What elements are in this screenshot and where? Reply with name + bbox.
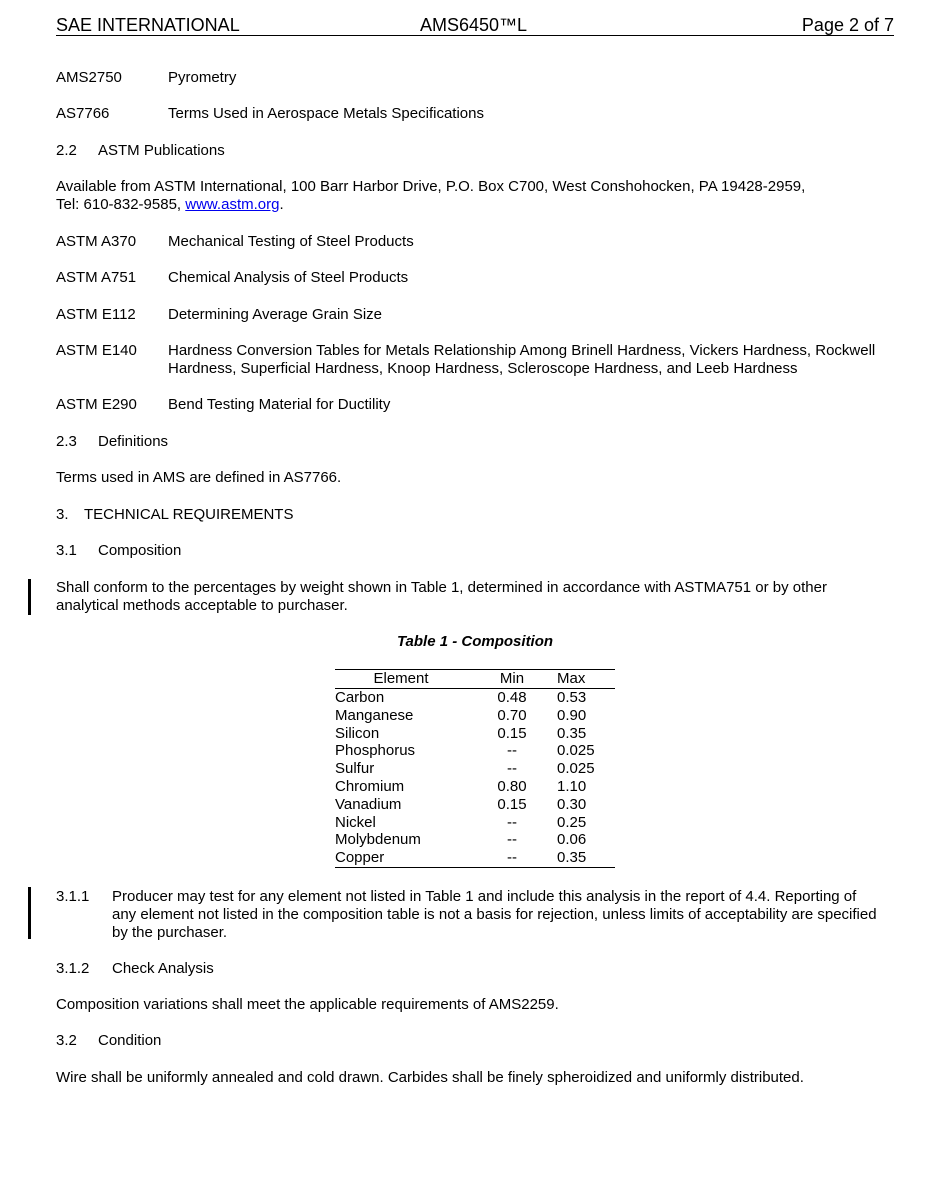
section-number: 2.3 [56, 433, 77, 450]
ref-row [56, 396, 894, 414]
ref-title: Hardness Conversion Tables for Metals Relationship Among Brinell Hardness, Vickers Hardness, Rockwell [168, 342, 876, 359]
section-title: ASTM Publications [98, 142, 225, 159]
cell-max: 0.90 [557, 706, 587, 724]
header-org: SAE INTERNATIONAL [56, 15, 240, 35]
paragraph-line: Composition variations shall meet the applicable requirements of AMS2259. [56, 996, 559, 1013]
paragraph-line: by the purchaser. [112, 924, 228, 941]
section-heading [56, 433, 894, 451]
ref-code: ASTM E112 [56, 306, 136, 323]
ref-code: ASTM A751 [56, 269, 137, 286]
composition-table [335, 669, 615, 868]
cell-element: Manganese [335, 706, 414, 724]
ref-row [56, 69, 894, 87]
cell-max: 0.06 [557, 831, 587, 849]
cell-min: -- [507, 831, 517, 849]
cell-element: Copper [335, 849, 385, 867]
cell-element: Chromium [335, 777, 405, 795]
cell-max: 1.10 [557, 777, 587, 795]
section-title: Composition [98, 542, 182, 559]
ref-title: Pyrometry [168, 69, 237, 86]
table-row [335, 689, 615, 707]
cell-min: 0.70 [497, 706, 527, 724]
ref-title: Hardness, Superficial Hardness, Knoop Hardness, Scleroscope Hardness, and Leeb Hardness [168, 360, 798, 377]
cell-max: 0.35 [557, 724, 587, 742]
ref-title: Determining Average Grain Size [168, 306, 382, 323]
paragraph-line [56, 196, 894, 214]
cell-max: 0.53 [557, 689, 587, 706]
cell-element: Nickel [335, 813, 376, 831]
section-heading [56, 542, 894, 560]
paragraph-line: Wire shall be uniformly annealed and cold drawn. Carbides shall be finely spheroidized and uniformly distributed. [56, 1069, 804, 1086]
section-number: 3.1.1 [56, 888, 90, 905]
ref-title: Mechanical Testing of Steel Products [168, 233, 414, 250]
header-page: Page 2 of 7 [801, 15, 894, 35]
header-doc-id: AMS6450™L [420, 15, 528, 35]
section-heading [56, 142, 894, 160]
section-heading [56, 1032, 894, 1050]
section-number: 2.2 [56, 142, 77, 159]
cell-min: -- [507, 849, 517, 867]
ref-row [56, 306, 894, 324]
cell-element: Vanadium [335, 795, 402, 813]
paragraph-line: any element not listed in the composition table is not a basis for rejection, unless limits of acceptability are specified [112, 906, 877, 923]
table-row [335, 796, 615, 814]
paragraph-line: Shall conform to the percentages by weight shown in Table 1, determined in accordance with ASTMA751 or by other [56, 579, 827, 596]
paragraph-text: Tel: 610-832-9585, [56, 196, 186, 213]
cell-element: Silicon [335, 724, 380, 742]
ref-code: AS7766 [56, 105, 110, 122]
column-header-min: Min [467, 670, 557, 689]
table-row [335, 849, 615, 867]
ref-code: ASTM E290 [56, 396, 137, 413]
ref-code: ASTM E140 [56, 342, 137, 359]
change-bar [28, 579, 31, 615]
change-bar [28, 887, 31, 939]
ref-title: Chemical Analysis of Steel Products [168, 269, 409, 286]
ref-row [56, 269, 894, 287]
section-heading [56, 960, 894, 978]
table-row [335, 814, 615, 832]
cell-max: 0.025 [557, 760, 595, 778]
section-number: 3.1 [56, 542, 77, 559]
column-header-max: Max [557, 670, 615, 689]
table-row [335, 742, 615, 760]
cell-element: Phosphorus [335, 742, 416, 760]
cell-min: -- [507, 813, 517, 831]
cell-min: 0.15 [497, 724, 527, 742]
section-heading [56, 506, 894, 524]
header-rule [56, 35, 894, 36]
table-row [335, 831, 615, 849]
paragraph-text: . [279, 196, 284, 213]
section-title: Definitions [98, 433, 169, 450]
column-header-element: Element [335, 670, 467, 689]
cell-element: Sulfur [335, 760, 375, 778]
paragraph-line: Terms used in AMS are defined in AS7766. [56, 469, 342, 486]
table-row [335, 778, 615, 796]
section-number: 3.2 [56, 1032, 77, 1049]
cell-min: 0.15 [497, 795, 527, 813]
astm-link[interactable]: www.astm.org [185, 196, 280, 213]
section-number: 3. [56, 506, 69, 523]
paragraph-line: Producer may test for any element not listed in Table 1 and include this analysis in the report of 4.4. Reporting of [112, 888, 857, 905]
section-number: 3.1.2 [56, 960, 90, 977]
ref-title: Terms Used in Aerospace Metals Specifications [168, 105, 484, 122]
cell-max: 0.25 [557, 813, 587, 831]
ref-code: ASTM A370 [56, 233, 137, 250]
ref-title: Bend Testing Material for Ductility [168, 396, 391, 413]
ref-row [56, 233, 894, 251]
table-row [335, 760, 615, 778]
cell-max: 0.025 [557, 742, 595, 760]
section-title: Check Analysis [112, 960, 214, 977]
ref-row [56, 105, 894, 123]
table-title: Table 1 - Composition [396, 633, 554, 650]
paragraph-line: Available from ASTM International, 100 Barr Harbor Drive, P.O. Box C700, West Conshohocken, PA 19428-2959, [56, 178, 806, 195]
cell-min: 0.80 [497, 777, 527, 795]
section-title: TECHNICAL REQUIREMENTS [84, 506, 294, 523]
cell-min: 0.48 [497, 689, 527, 706]
cell-element: Carbon [335, 689, 385, 706]
table-row [335, 725, 615, 743]
cell-max: 0.35 [557, 849, 587, 867]
table-row [335, 707, 615, 725]
paragraph-line: analytical methods acceptable to purchaser. [56, 597, 348, 614]
cell-min: -- [507, 760, 517, 778]
cell-min: -- [507, 742, 517, 760]
ref-code: AMS2750 [56, 69, 122, 86]
cell-max: 0.30 [557, 795, 587, 813]
table-header-row [335, 670, 615, 689]
section-title: Condition [98, 1032, 162, 1049]
cell-element: Molybdenum [335, 831, 421, 849]
